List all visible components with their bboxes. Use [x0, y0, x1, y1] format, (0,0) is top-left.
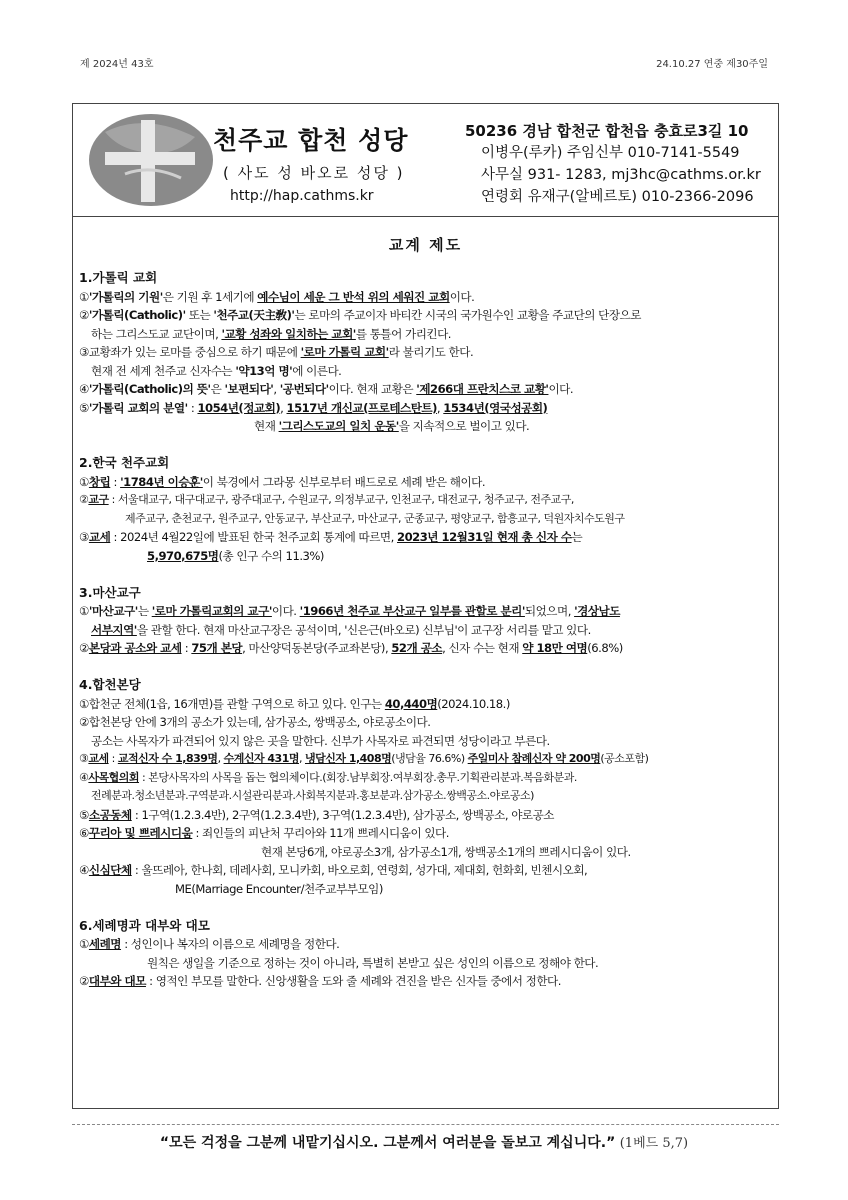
- text-line: ③교세 : 2024년 4월22일에 발표된 한국 천주교회 통계에 따르면, 2023년 12월31일 현재 총 신자 수는: [79, 530, 583, 544]
- text-line: ④'가톨릭(Catholic)의 뜻'은 '보편되다', '공번되다'이다. 현재 교황은 '제266대 프란치스코 교황'이다.: [79, 382, 574, 396]
- church-name: 천주교 합천 성당: [213, 126, 409, 155]
- text-line: ③교황좌가 있는 로마를 중심으로 하기 때문에 '로마 가톨릭 교회'라 불리기도 한다.: [79, 345, 474, 359]
- bulletin-frame: [72, 103, 779, 1109]
- issue-date: 24.10.27 연중 제30주일: [656, 59, 768, 70]
- text-line: ①창립 : '1784년 이승훈'이 북경에서 그라몽 신부로부터 배드로로 세례 받은 해이다.: [79, 474, 486, 489]
- text-line: ①'마산교구'는 '로마 가톨릭교회의 교구'이다. '1966년 천주교 부산교구 일부를 관할로 분리'되었으며, '경상남도: [79, 604, 620, 618]
- section-heading: 4.합천본당: [79, 677, 141, 692]
- article-body: [79, 269, 775, 991]
- text-line: 공소는 사목자가 파견되어 있지 않은 곳을 말한다. 신부가 사목자로 파견되면 성당이라고 부른다.: [91, 733, 550, 748]
- church-url[interactable]: http://hap.cathms.kr: [230, 188, 374, 204]
- church-patron: ( 사도 성 바오로 성당 ): [223, 164, 405, 182]
- text-line: 하는 그리스도교 교단이며, '교황 성좌와 일치하는 교회'를 통틀어 가리킨다.: [91, 326, 451, 341]
- text-line: ⑥꾸리아 및 쁘레시디움 : 죄인들의 피난처 꾸리아와 11개 쁘레시디움이 있다.: [79, 826, 449, 840]
- section-heading: 3.마산교구: [79, 584, 141, 600]
- text-line: 원칙은 생일을 기준으로 정하는 것이 아니라, 특별히 본받고 싶은 성인의 이름으로 정해야 한다.: [147, 955, 599, 970]
- text-line: ②대부와 대모 : 영적인 부모를 말한다. 신앙생활을 도와 줄 세례와 견진을 받은 신자들 중에서 정한다.: [79, 974, 561, 988]
- text-line: ③교세 : 교적신자 수 1,839명, 수계신자 431명, 냉담신자 1,408명(냉담율 76.6%) 주일미사 참례신자 약 200명(공소포함): [79, 752, 649, 765]
- text-line: 서부지역'을 관할 한다. 현재 마산교구장은 공석이며, '신은근(바오로) 신부님'이 교구장 서리를 맡고 있다.: [91, 622, 591, 637]
- text-line: ②합천본당 안에 3개의 공소가 있는데, 삼가공소, 쌍백공소, 야로공소이다.: [79, 715, 431, 729]
- section-heading: 1.가톨릭 교회: [79, 270, 158, 285]
- address: 50236 경남 합천군 합천읍 충효로3길 10: [465, 122, 749, 140]
- text-line: 제주교구, 춘천교구, 원주교구, 안동교구, 부산교구, 마산교구, 군종교구, 평양교구, 함흥교구, 덕원자치수도원구: [125, 511, 625, 525]
- contact-info: [465, 120, 761, 208]
- footer-divider: [72, 1124, 779, 1125]
- text-line: 5,970,675명(총 인구 수의 11.3%): [147, 548, 324, 563]
- bible-reference: (1베드 5,7): [619, 1136, 689, 1151]
- text-line: ⑤소공동체 : 1구역(1.2.3.4반), 2구역(1.2.3.4반), 3구역(1.2.3.4반), 삼가공소, 쌍백공소, 야로공소: [79, 807, 554, 822]
- bulletin-header: [73, 104, 778, 217]
- issue-number: 제 2024년 43호: [80, 59, 154, 70]
- text-line: ②'가톨릭(Catholic)' 또는 '천주교(天主敎)'는 로마의 주교이자 바티칸 시국의 국가원수인 교황을 주교단의 단장으로: [79, 308, 641, 322]
- text-line: ④사목협의회 : 본당사목자의 사목을 돕는 협의체이다.(회장.남부회장.여부회장.총무.기획관리분과.복음화분과.: [79, 770, 577, 784]
- text-line: 현재 본당6개, 야로공소3개, 삼가공소1개, 쌍백공소1개의 쁘레시디움이 있다.: [261, 844, 631, 859]
- council-contact: 연령회 유재구(알베르토) 010-2366-2096: [481, 189, 754, 205]
- text-line: ME(Marriage Encounter/천주교부부모임): [175, 881, 383, 896]
- text-line: 전례분과.청소년분과.구역분과.시설관리분과.사회복지분과.홍보분과.삼가공소.쌍백공소.야로공소): [91, 789, 534, 802]
- text-line: ①세례명 : 성인이나 복자의 이름으로 세례명을 정한다.: [79, 937, 340, 951]
- text-line: ②교구 : 서울대교구, 대구대교구, 광주대교구, 수원교구, 의정부교구, 인천교구, 대전교구, 청주교구, 전주교구,: [79, 493, 574, 506]
- pastor-contact: 이병우(루카) 주임신부 010-7141-5549: [481, 145, 740, 161]
- text-line: 현재 전 세계 천주교 신자수는 '약13억 명'에 이른다.: [91, 363, 342, 378]
- bible-quote: “모든 걱정을 그분께 내맡기십시오. 그분께서 여러분을 돌보고 계십니다.”: [159, 1135, 616, 1151]
- top-info-bar: [80, 55, 768, 71]
- text-line: ①'가톨릭의 기원'은 기원 후 1세기에 예수님이 세운 그 반석 위의 세워진 교회이다.: [79, 289, 475, 304]
- text-line: ②본당과 공소와 교세 : 75개 본당, 마산양덕동본당(주교좌본당), 52개 공소, 신자 수는 현재 약 18만 여명(6.8%): [79, 641, 623, 655]
- section-heading: 2.한국 천주교회: [79, 455, 170, 470]
- office-contact: 사무실 931- 1283, mj3hc@cathms.or.kr: [481, 167, 761, 183]
- church-logo-icon: [85, 112, 217, 209]
- page-title: 교계 제도: [388, 236, 463, 254]
- text-line: ①합천군 전체(1읍, 16개면)를 관할 구역으로 하고 있다. 인구는 40,440명(2024.10.18.): [79, 696, 510, 711]
- text-line: 현재 '그리스도교의 일치 운동'을 지속적으로 벌이고 있다.: [254, 419, 530, 433]
- text-line: ④신심단체 : 울뜨레아, 한나회, 데레사회, 모니카회, 바오로회, 연령회, 성가대, 제대회, 헌화회, 빈첸시오회,: [79, 863, 588, 877]
- footer-quote: [0, 1132, 848, 1152]
- section-heading: 6.세례명과 대부와 대모: [79, 917, 210, 933]
- text-line: ⑤'가톨릭 교회의 분열' : 1054년(정교회), 1517년 개신교(프로테스탄트), 1534년(영국성공회): [79, 400, 548, 415]
